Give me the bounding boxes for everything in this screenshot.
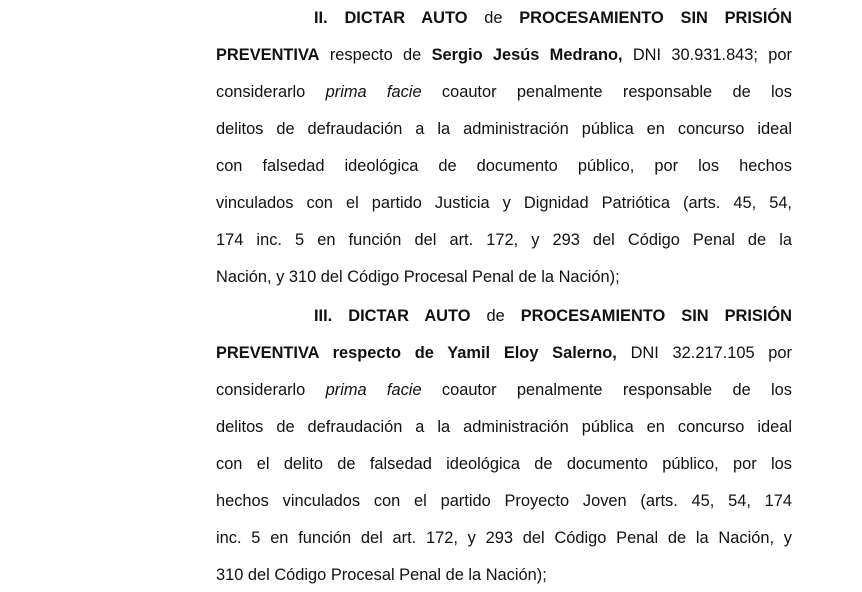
section-iii-considerarlo: considerarlo — [216, 381, 306, 399]
section-ii-numeral: II. — [314, 9, 328, 27]
section-ii-procesamiento: PROCESAMIENTO SIN PRISIÓN — [519, 9, 793, 27]
section-ii-dni: DNI 30.931.843; por — [632, 46, 792, 64]
section-iii-line-7: inc. 5 en función del art. 172, y 293 del Código Penal de la Nación, y — [216, 529, 792, 547]
section-iii-numeral: III. — [314, 307, 333, 325]
section-ii-line-6: vinculados con el partido Justicia y Dignidad Patriótica (arts. 45, 54, — [216, 194, 792, 212]
section-ii-line-5: con falsedad ideológica de documento público, por los hechos — [216, 157, 792, 175]
section-ii-coautor: coautor penalmente responsable de los — [441, 83, 792, 101]
section-iii-line-3 — [216, 378, 792, 402]
section-iii-line-5: con el delito de falsedad ideológica de documento público, por los — [216, 455, 792, 473]
section-iii-de: de — [486, 307, 505, 325]
section-iii-coautor: coautor penalmente responsable de los — [441, 381, 792, 399]
section-iii-procesamiento: PROCESAMIENTO SIN PRISIÓN — [520, 307, 792, 325]
section-ii-line-4: delitos de defraudación a la administración pública en concurso ideal — [216, 120, 792, 138]
section-iii-prima-facie: prima facie — [325, 381, 422, 399]
section-iii-dni: DNI 32.217.105 por — [630, 344, 792, 362]
section-iii-line-4: delitos de defraudación a la administración pública en concurso ideal — [216, 418, 792, 436]
section-ii-dictar-auto: DICTAR AUTO — [344, 9, 468, 27]
section-ii-prima-facie: prima facie — [325, 83, 422, 101]
section-iii-preventiva-defendant: PREVENTIVA respecto de Yamil Eloy Salerno, — [216, 344, 617, 362]
section-ii-de: de — [484, 9, 503, 27]
section-iii-heading-line — [314, 304, 792, 328]
section-ii-preventiva: PREVENTIVA — [216, 46, 320, 64]
section-iii-line-8: 310 del Código Procesal Penal de la Nación); — [216, 566, 547, 584]
section-ii-line-8: Nación, y 310 del Código Procesal Penal de la Nación); — [216, 268, 620, 286]
section-ii-line-3 — [216, 80, 792, 104]
section-ii-line-7: 174 inc. 5 en función del art. 172, y 293 del Código Penal de la — [216, 231, 792, 249]
section-ii-respecto-de: respecto de — [329, 46, 422, 64]
section-ii-line-2 — [216, 43, 792, 67]
section-ii-heading-line — [314, 6, 792, 30]
section-ii-considerarlo: considerarlo — [216, 83, 306, 101]
section-iii-line-2 — [216, 341, 792, 365]
section-iii-line-6: hechos vinculados con el partido Proyecto Joven (arts. 45, 54, 174 — [216, 492, 792, 510]
section-iii-dictar-auto: DICTAR AUTO — [348, 307, 471, 325]
section-ii-defendant-name: Sergio Jesús Medrano, — [431, 46, 623, 64]
